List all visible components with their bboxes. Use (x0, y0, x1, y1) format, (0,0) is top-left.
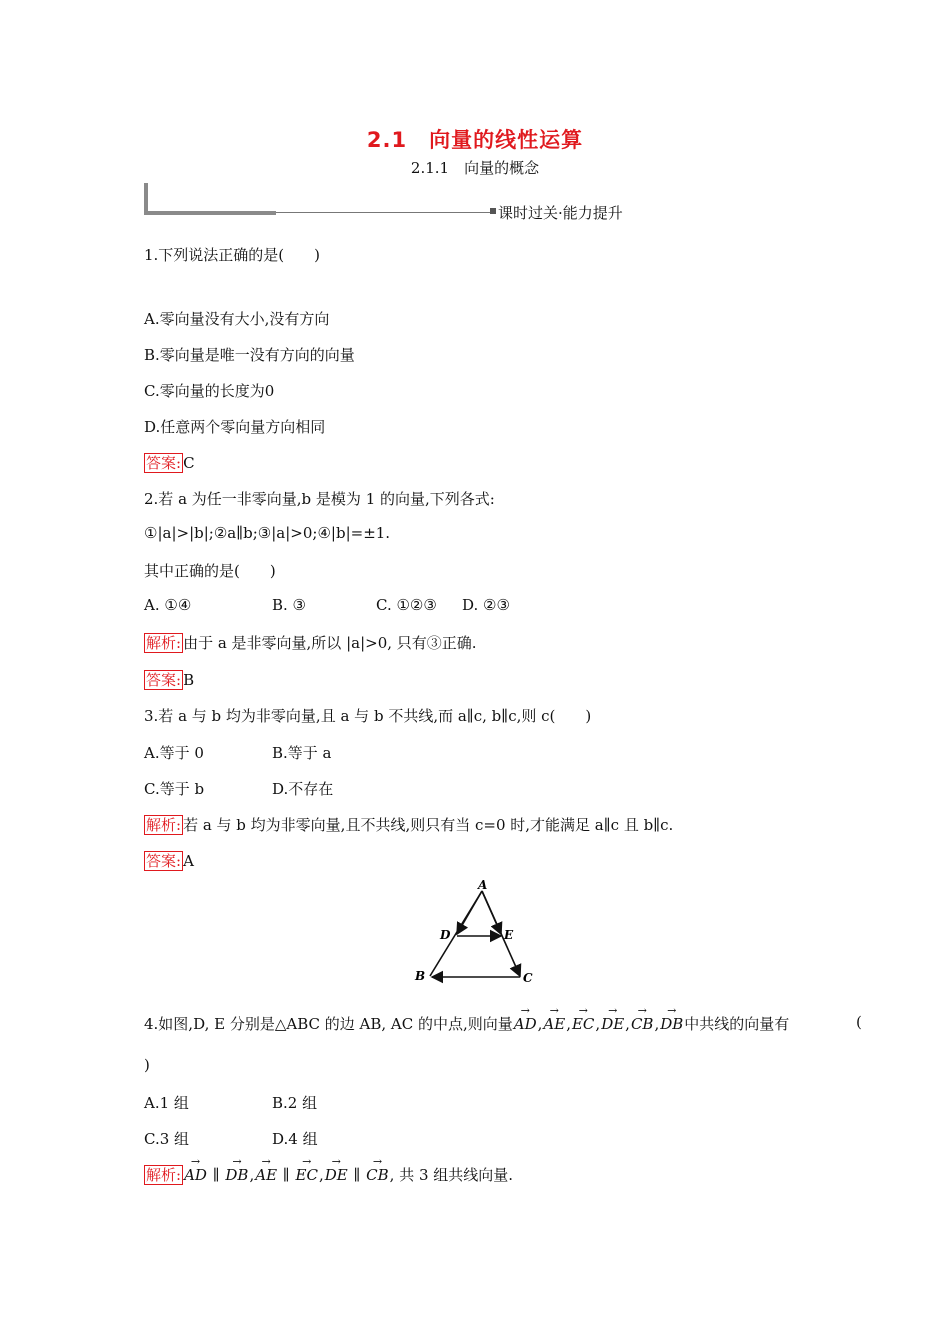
q4-option-d: D.4 组 (272, 1130, 318, 1148)
q3-option-c: C.等于 b (144, 780, 205, 798)
q4-option-b: B.2 组 (272, 1094, 318, 1112)
section-square-icon (490, 208, 496, 214)
analysis-label: 解析: (146, 816, 182, 834)
q3-stem: 3.若 a 与 b 均为非零向量,且 a 与 b 不共线,而 a∥c, b∥c,则 c( ) (144, 707, 592, 725)
q3-answer: 答案: A (146, 852, 194, 870)
q1-option-a: A.零向量没有大小,没有方向 (144, 310, 330, 328)
section-tag: 课时过关·能力提升 (498, 204, 623, 222)
analysis-label: 解析: (146, 1166, 182, 1184)
q4-paren-open: ( (856, 1013, 862, 1031)
q3-option-a: A.等于 0 (144, 744, 204, 762)
section-bar-horizontal (144, 211, 276, 215)
label-e: E (504, 928, 514, 942)
q3-analysis: 解析: 若 a 与 b 均为非零向量,且不共线,则只有当 c=0 时,才能满足 a∥c 且 b∥c. (146, 816, 674, 834)
q2-answer: 答案: B (146, 671, 195, 689)
q2-formulas: ①|a|>|b|;②a∥b;③|a|>0;④|b|=±1. (144, 524, 391, 542)
vector-de-text: → DE (601, 1015, 624, 1033)
q1-option-d: D.任意两个零向量方向相同 (144, 418, 326, 436)
q3-option-d: D.不存在 (272, 780, 334, 798)
answer-label: 答案: (146, 671, 182, 689)
q4-option-c: C.3 组 (144, 1130, 190, 1148)
q2-question: 其中正确的是( ) (144, 562, 276, 580)
vector-db-text: → DB (660, 1015, 683, 1033)
label-b: B (415, 969, 426, 983)
page-title: 2.1 向量的线性运算 (366, 128, 584, 152)
vector-ae (482, 891, 501, 934)
label-c: C (523, 971, 533, 985)
q2-option-b: B. ③ (272, 596, 307, 614)
q4-paren-close: ) (144, 1056, 150, 1074)
q4-option-a: A.1 组 (144, 1094, 189, 1112)
vector-cb-text: → CB (631, 1015, 654, 1033)
vector-ae-text: → AE (543, 1015, 565, 1033)
q4-analysis: 解析:→ AD ∥ → DB,→ AE ∥ → EC,→ DE ∥ → CB, 共 3 组共线向量. (144, 1164, 513, 1185)
q4-stem: 4.如图,D, E 分别是△ABC 的边 AB, AC 的中点,则向量→ AD,→ AE,→ EC,→ DE,→ CB,→ DB中共线的向量有 (144, 1013, 789, 1034)
label-d: D (440, 928, 451, 942)
q1-stem: 1.下列说法正确的是( ) (144, 246, 321, 264)
answer-label: 答案: (146, 852, 182, 870)
q2-analysis: 解析: 由于 a 是非零向量,所以 |a|>0, 只有③正确. (146, 634, 477, 652)
vector-ec-text: → EC (572, 1015, 594, 1033)
vector-ad-text: → AD (514, 1015, 537, 1033)
q2-stem: 2.若 a 为任一非零向量,b 是模为 1 的向量,下列各式: (144, 490, 495, 508)
vector-ad (457, 891, 482, 934)
q3-option-b: B.等于 a (272, 744, 332, 762)
q1-option-c: C.零向量的长度为0 (144, 382, 275, 400)
section-divider-line (276, 212, 490, 213)
answer-label: 答案: (146, 454, 182, 472)
q2-option-c: C. ①②③ (376, 596, 437, 614)
triangle-figure (405, 876, 555, 994)
q2-option-d: D. ②③ (462, 596, 510, 614)
q2-option-a: A. ①④ (144, 596, 192, 614)
analysis-label: 解析: (146, 634, 182, 652)
q1-answer: 答案: C (146, 454, 195, 472)
q1-option-b: B.零向量是唯一没有方向的向量 (144, 346, 355, 364)
page-subtitle: 2.1.1 向量的概念 (410, 159, 540, 177)
label-a: A (478, 878, 488, 892)
